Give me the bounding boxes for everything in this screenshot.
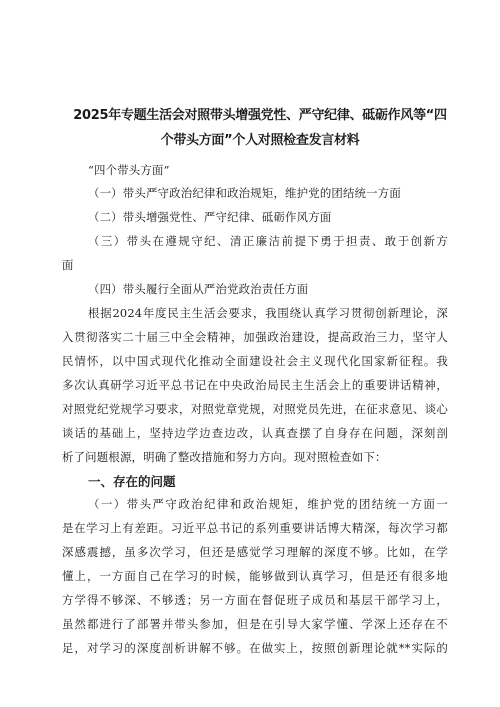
- document-title-line1: 2025年专题生活会对照带头增强党性、严守纪律、砥砺作风等“四: [73, 108, 447, 123]
- toc-header: “四个带头方面”: [88, 163, 170, 177]
- section1-line-1: （一）带头严守政治纪律和政治规矩，维护党的团结统一方面一: [88, 497, 448, 511]
- section1-line-6: 虽然都进行了部署并带头参加，但是在引导大家学懂、学深上还存在不: [62, 617, 448, 631]
- intro-line-6: 谈话的基础上，坚持边学边查边改，认真查摆了自身存在问题，深刻剖: [62, 426, 448, 440]
- section1-line-3: 深感震撼，虽多次学习，但还是感觉学习理解的深度不够。比如，在学: [62, 545, 448, 559]
- section1-line-2: 是在学习上有差距。习近平总书记的系列重要讲话博大精深，每次学习都: [62, 521, 448, 535]
- intro-line-5: 对照党纪党规学习要求，对照党章党规，对照党员先进，在征求意见、谈心: [62, 402, 448, 416]
- intro-line-7: 析了问题根源，明确了整改措施和努力方向。现对照检查如下：: [62, 450, 387, 464]
- section1-line-5: 方学得不够深、不够透；另一方面在督促班子成员和基层干部学习上，: [62, 593, 448, 607]
- toc-item-1: （一）带头严守政治纪律和政治规矩，维护党的团结统一方面: [88, 186, 401, 200]
- section1-line-7: 足，对学习的深度剖析讲解不够。在做实上，按照创新理论就**实际的: [62, 641, 448, 655]
- section1-line-4: 懂上，一方面自己在学习的时候，能够做到认真学习，但是还有很多地: [62, 569, 448, 583]
- section-heading-problems: 一、存在的问题: [88, 474, 176, 489]
- document-title-line2: 个带头方面”个人对照检查发言材料: [160, 133, 360, 148]
- intro-line-1: 根据2024年度民主生活会要求，我围绕认真学习贯彻创新理论，深: [88, 306, 448, 320]
- toc-item-3: （三）带头在遵规守纪、清正廉洁前提下勇于担责、敢于创新方: [88, 234, 448, 248]
- toc-item-3-continued: 面: [62, 258, 74, 272]
- intro-line-4: 多次认真研学习近平总书记在中央政治局民主生活会上的重要讲话精神，: [62, 378, 448, 392]
- toc-item-2: （二）带头增强党性、严守纪律、砥砺作风方面: [88, 210, 332, 224]
- intro-line-3: 民情怀，以中国式现代化推动全面建设社会主义现代化国家新征程。我: [62, 354, 448, 368]
- intro-line-2: 入贯彻落实二十届三中全会精神，加强政治建设，提高政治三力，坚守人: [62, 330, 448, 344]
- toc-item-4: （四）带头履行全面从严治党政治责任方面: [88, 282, 309, 296]
